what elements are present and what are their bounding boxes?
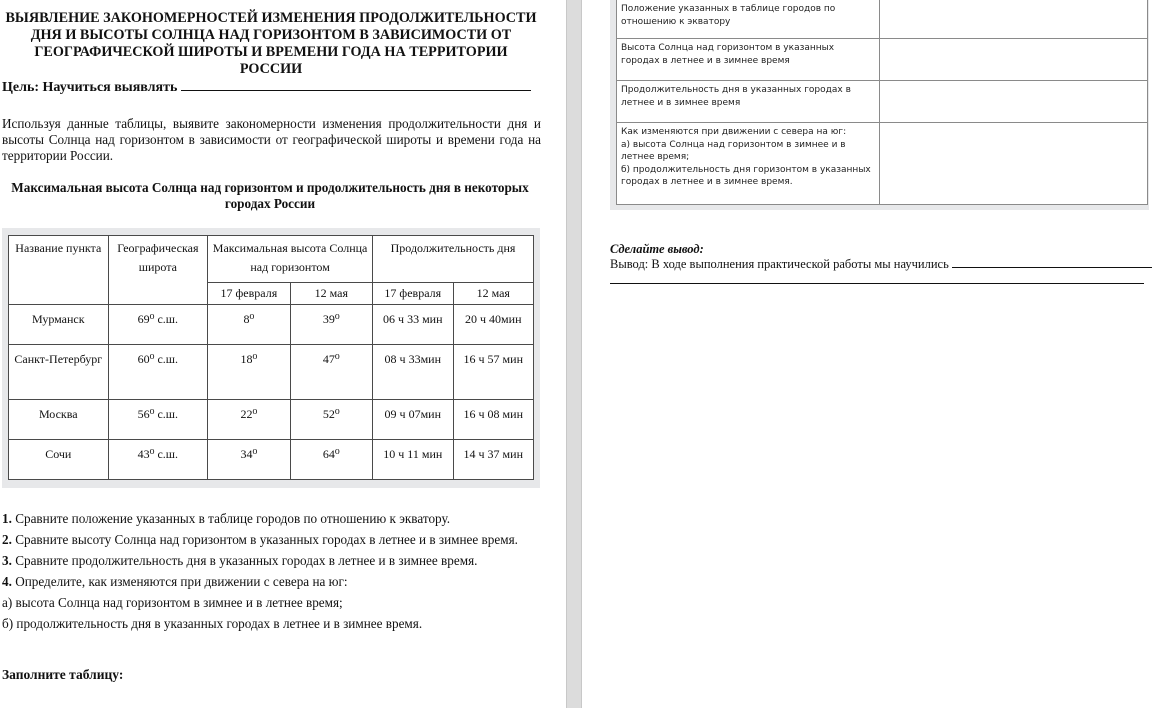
cell-city: Мурманск [9,305,109,345]
header-city: Название пункта [9,236,109,305]
cell-city: Сочи [9,440,109,480]
intro-paragraph: Используя данные таблицы, выявите закономерности изменения продолжительности дня и высоты Солнца над горизонтом в зависимости от географической широты и времени года на территории России. [2,116,541,163]
left-page [0,0,566,708]
answer-cell[interactable] [880,81,1148,123]
task-subitem: б) продолжительность дня в указанных городах в летнее и в зимнее время. [2,616,423,631]
task-item [2,508,541,529]
cell-city: Москва [9,400,109,440]
task-text: Сравните положение указанных в таблице городов по отношению к экватору. [15,511,451,526]
cell-city: Санкт-Петербург [9,345,109,400]
table-caption: Максимальная высота Солнца над горизонтом и продолжительность дня в некоторых городах России [11,180,529,211]
cell-day-may: 14 ч 37 мин [453,440,533,480]
answer-question: Высота Солнца над горизонтом в указанных городах в летнее и в зимнее время [617,39,880,81]
subheader-date: 17 февраля [208,283,290,305]
task-item [2,571,541,592]
header-sun-height: Максимальная высота Солнца над горизонтом [208,236,373,283]
cell-height-may: 39⁰ [290,305,372,345]
cell-day-may: 16 ч 57 мин [453,345,533,400]
answer-question: Положение указанных в таблице городов по отношению к экватору [617,0,880,39]
fill-table-label: Заполните таблицу: [2,667,124,682]
conclusion-line [610,257,1152,272]
task-text: Сравните продолжительность дня в указанных городах в летнее и в зимнее время. [15,553,478,568]
task-number: 1. [2,511,12,526]
answer-row [617,39,1148,81]
cell-latitude: 56⁰ с.ш. [108,400,208,440]
answer-row [617,81,1148,123]
cell-day-may: 20 ч 40мин [453,305,533,345]
conclusion-heading: Сделайте вывод: [610,242,704,256]
table-row [9,305,534,345]
page-title: ВЫЯВЛЕНИЕ ЗАКОНОМЕРНОСТЕЙ ИЗМЕНЕНИЯ ПРОДОЛЖИТЕЛЬНОСТИ ДНЯ И ВЫСОТЫ СОЛНЦА НАД ГОРИЗОНТОМ В ЗАВИСИМОСТИ ОТ ГЕОГРАФИЧЕСКОЙ ШИРОТЫ И ВРЕМЕНИ ГОДА НА ТЕРРИТОРИИ РОССИИ [5,10,537,77]
answer-row [617,0,1148,39]
header-latitude: Географическая широта [108,236,208,305]
cell-day-feb: 06 ч 33 мин [373,305,453,345]
answer-row [617,123,1148,205]
task-item [2,529,541,550]
page-gutter [566,0,582,708]
table-row [9,400,534,440]
answer-table [616,0,1148,205]
header-day-length: Продолжительность дня [373,236,534,283]
task-subitem: а) высота Солнца над горизонтом в зимнее и в летнее время; [2,595,343,610]
table-row [9,440,534,480]
task-text: Определите, как изменяются при движении с севера на юг: [15,574,348,589]
subheader-date: 12 мая [290,283,372,305]
conclusion-blank-line[interactable] [610,283,1144,284]
answer-cell[interactable] [880,39,1148,81]
cell-day-feb: 09 ч 07мин [373,400,453,440]
goal-blank [181,80,531,91]
cell-height-feb: 18⁰ [208,345,290,400]
conclusion-text: Вывод: В ходе выполнения практической работы мы научились [610,257,949,271]
cell-day-feb: 10 ч 11 мин [373,440,453,480]
conclusion-blank[interactable] [952,257,1152,268]
data-table [8,235,534,480]
cell-height-feb: 22⁰ [208,400,290,440]
task-item [2,550,541,571]
cell-latitude: 69⁰ с.ш. [108,305,208,345]
cell-height-feb: 8⁰ [208,305,290,345]
data-table-frame [2,228,540,488]
answer-question: Как изменяются при движении с севера на юг: а) высота Солнца над горизонтом в зимнее и в летнее время; б) продолжительность дня горизонтом в указанных городах в летнее и в зимнее время. [617,123,880,205]
cell-height-may: 64⁰ [290,440,372,480]
cell-latitude: 60⁰ с.ш. [108,345,208,400]
answer-cell[interactable] [880,0,1148,39]
answer-question: Продолжительность дня в указанных городах в летнее и в зимнее время [617,81,880,123]
task-number: 2. [2,532,12,547]
task-list [2,508,541,634]
answer-cell[interactable] [880,123,1148,205]
cell-height-feb: 34⁰ [208,440,290,480]
task-text: Сравните высоту Солнца над горизонтом в указанных городах в летнее и в зимнее время. [15,532,518,547]
cell-height-may: 52⁰ [290,400,372,440]
table-row [9,345,534,400]
subheader-date: 17 февраля [373,283,453,305]
cell-day-feb: 08 ч 33мин [373,345,453,400]
cell-height-may: 47⁰ [290,345,372,400]
subheader-date: 12 мая [453,283,533,305]
goal-line [2,80,531,96]
goal-label: Цель: Научиться выявлять [2,80,178,95]
task-number: 3. [2,553,12,568]
cell-day-may: 16 ч 08 мин [453,400,533,440]
cell-latitude: 43⁰ с.ш. [108,440,208,480]
task-number: 4. [2,574,12,589]
